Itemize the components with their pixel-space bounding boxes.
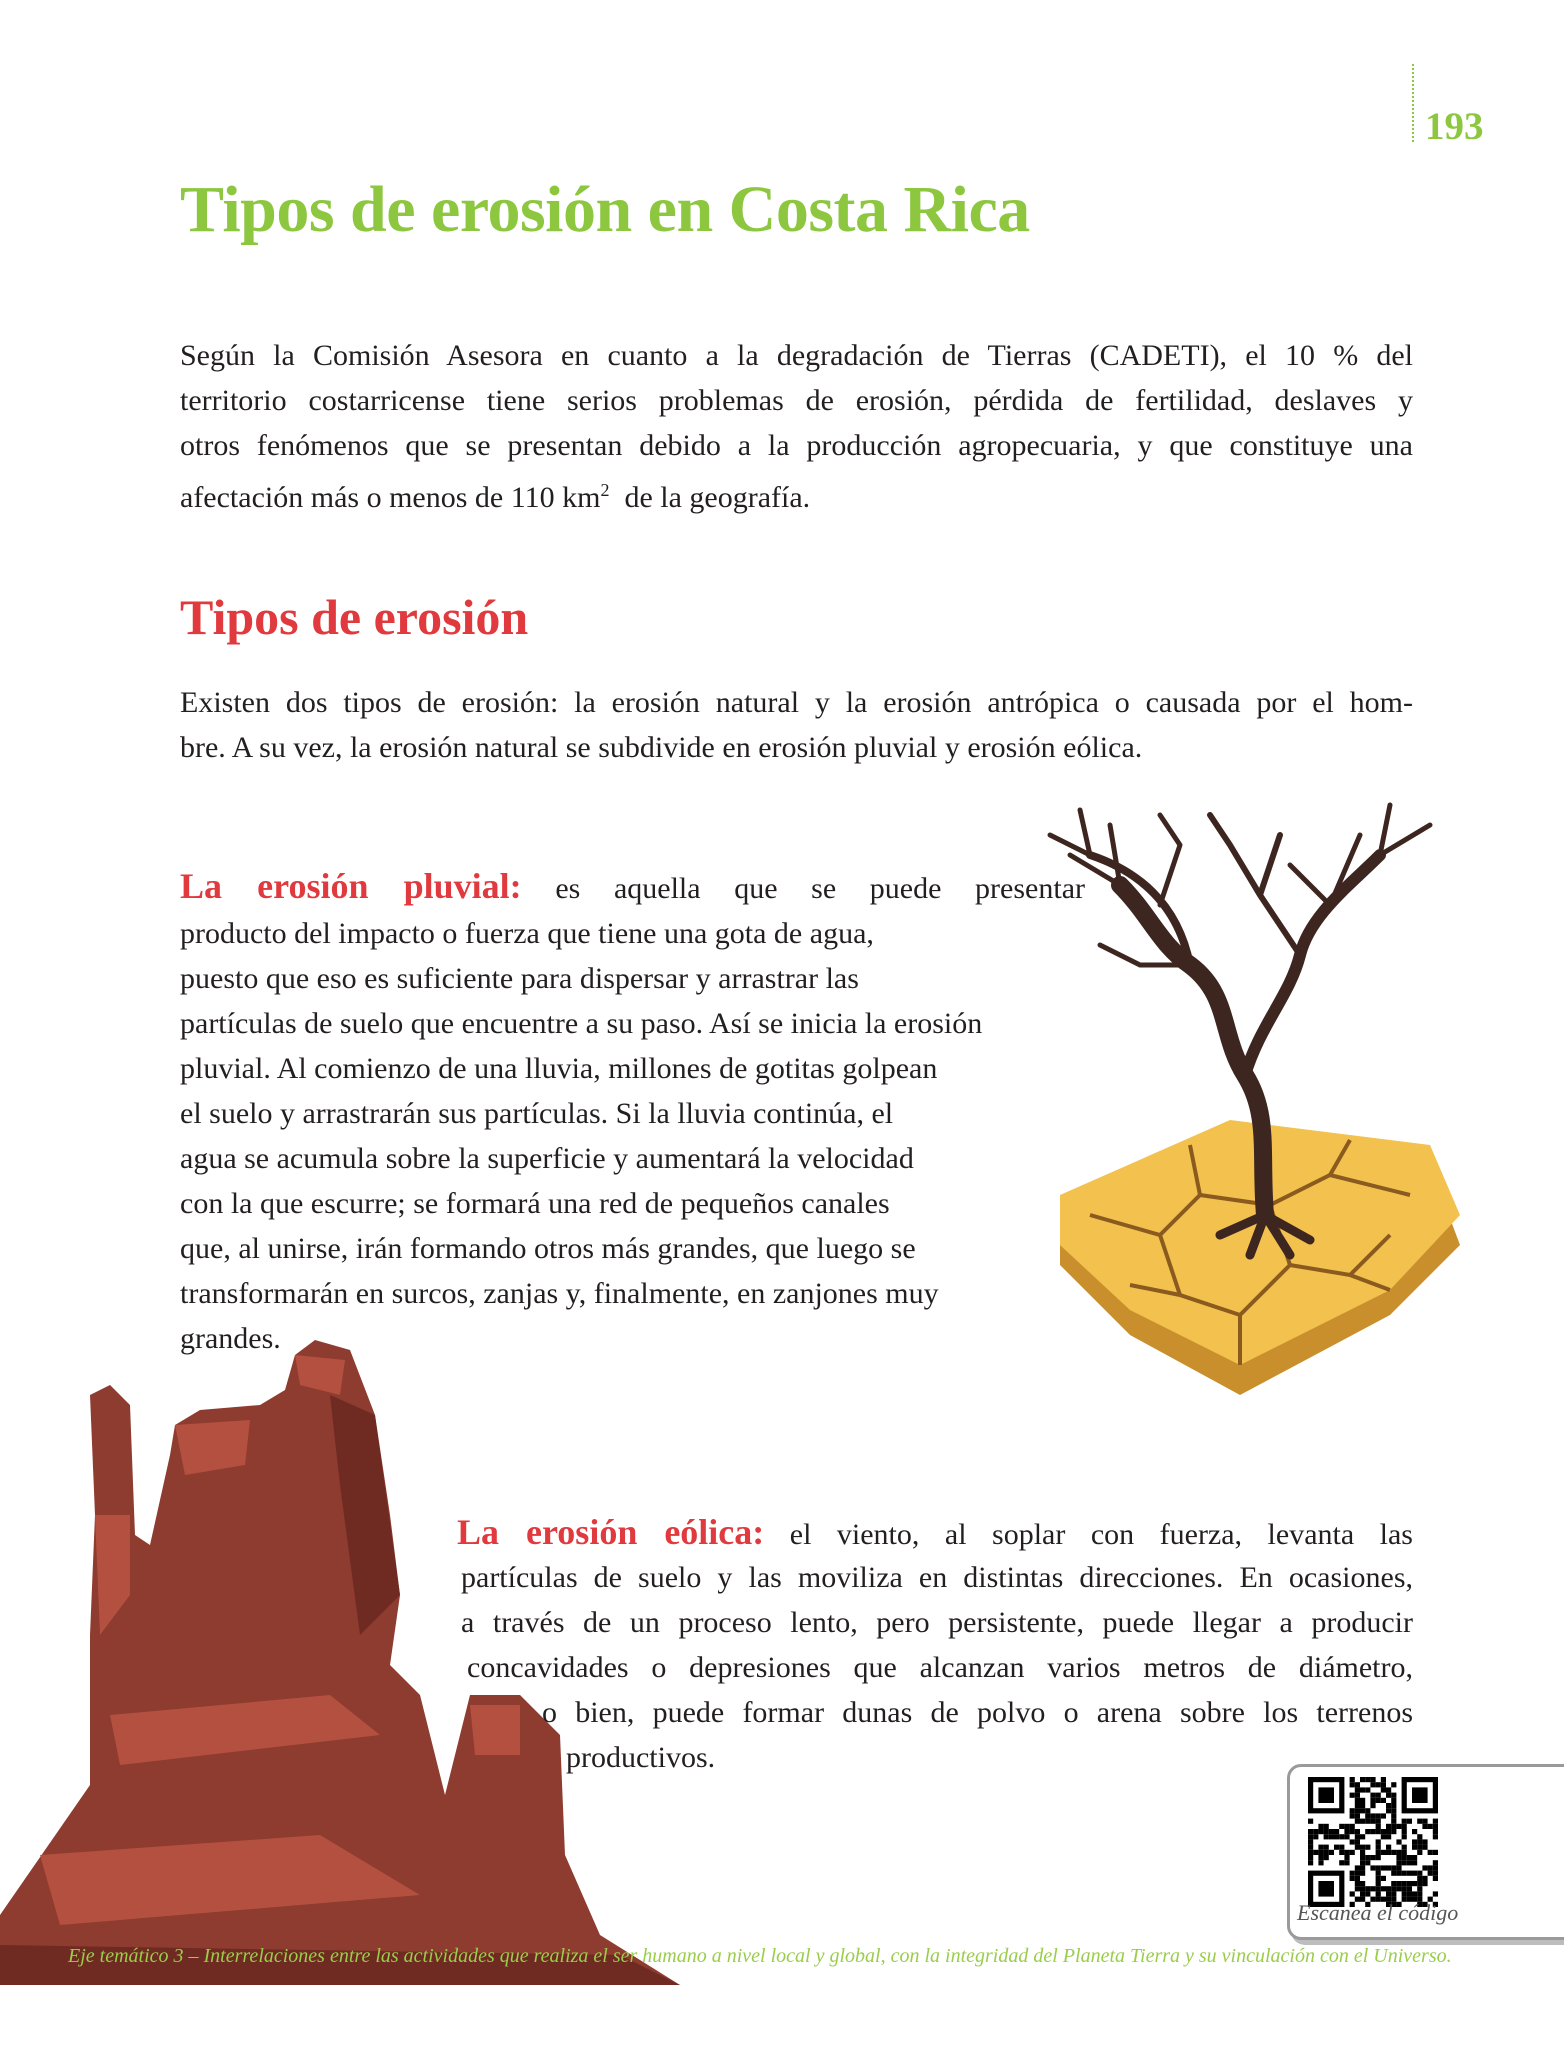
text-line: el suelo y arrastrarán sus partículas. Si la lluvia continúa, el xyxy=(180,1097,894,1130)
page-title: Tipos de erosión en Costa Rica xyxy=(180,173,1030,246)
text-line: con la que escurre; se formará una red de pequeños canales xyxy=(180,1187,890,1220)
pluvial-lead: La erosión pluvial: xyxy=(180,866,522,906)
text-fragment: de la geografía. xyxy=(609,481,811,514)
text-line: pluvial. Al comienzo de una lluvia, millones de gotitas golpean xyxy=(180,1052,938,1085)
text-line: grandes. xyxy=(180,1322,281,1355)
text-line: producto del impacto o fuerza que tiene una gota de agua, xyxy=(180,917,874,950)
dry-tree-illustration xyxy=(1030,795,1470,1395)
types-paragraph xyxy=(180,680,1413,770)
text-line: Existen dos tipos de erosión: la erosión natural y la erosión antrópica o causada por el hom- xyxy=(180,686,1413,719)
qr-code-icon[interactable] xyxy=(1308,1777,1438,1907)
text-line: a través de un proceso lento, pero persistente, puede llegar a producir xyxy=(461,1606,1413,1639)
page-number-divider xyxy=(1412,64,1414,142)
text-fragment: es aquella que se puede presentar xyxy=(521,872,1085,905)
text-fragment: afectación más o menos de 110 km xyxy=(180,481,601,514)
pluvial-paragraph xyxy=(180,864,1085,1361)
eolica-lead: La erosión eólica: xyxy=(457,1512,765,1552)
text-line: partículas de suelo que encuentre a su paso. Así se inicia la erosión xyxy=(180,1007,983,1040)
footer-theme: Eje temático 3 – Interrelaciones entre las actividades que realiza el ser humano a nivel local y global, con la integridad del Planeta Tierra y su vinculación con el Universo. xyxy=(68,1945,1452,1967)
text-line xyxy=(180,864,1085,911)
intro-paragraph xyxy=(180,333,1413,520)
text-line: territorio costarricense tiene serios problemas de erosión, pérdida de fertilidad, deslaves y xyxy=(180,384,1413,417)
superscript: 2 xyxy=(600,480,610,500)
text-line: puesto que eso es suficiente para dispersar y arrastrar las xyxy=(180,962,859,995)
text-fragment: el viento, al soplar con fuerza, levanta las xyxy=(764,1518,1413,1551)
text-line: partículas de suelo y las moviliza en distintas direcciones. En ocasiones, xyxy=(461,1561,1413,1594)
text-line: transformarán en surcos, zanjas y, finalmente, en zanjones muy xyxy=(180,1277,939,1310)
qr-caption: Escanea el código xyxy=(1297,1900,1459,1925)
page-number: 193 xyxy=(1425,105,1484,148)
text-line: agua se acumula sobre la superficie y aumentará la velocidad xyxy=(180,1142,914,1175)
eolica-paragraph xyxy=(457,1510,1413,1790)
text-line: bre. A su vez, la erosión natural se subdivide en erosión pluvial y erosión eólica. xyxy=(180,731,1143,764)
text-line: o bien, puede formar dunas de polvo o arena sobre los terrenos xyxy=(542,1696,1413,1729)
text-line: que, al unirse, irán formando otros más grandes, que luego se xyxy=(180,1232,916,1265)
text-line: otros fenómenos que se presentan debido a la producción agropecuaria, y que constituye una xyxy=(180,429,1413,462)
section-heading: Tipos de erosión xyxy=(180,589,529,645)
text-line xyxy=(180,468,1413,520)
text-line: productivos. xyxy=(566,1741,716,1774)
text-line xyxy=(457,1510,1413,1557)
text-line: concavidades o depresiones que alcanzan varios metros de diámetro, xyxy=(467,1651,1413,1684)
text-line: Según la Comisión Asesora en cuanto a la degradación de Tierras (CADETI), el 10 % del xyxy=(180,339,1413,372)
